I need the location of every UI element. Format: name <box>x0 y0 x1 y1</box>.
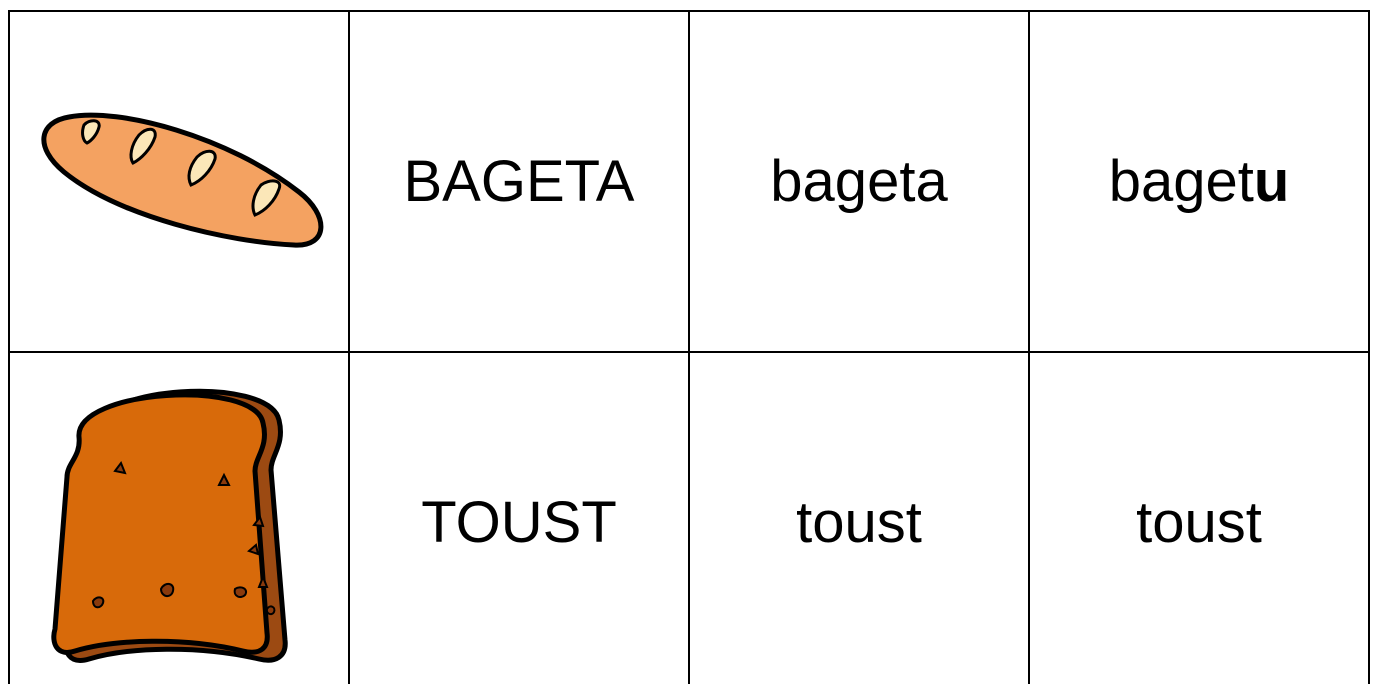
uppercase-word-cell <box>349 11 689 352</box>
picture-cell <box>9 352 349 684</box>
word-form-stem: baget <box>1108 149 1254 214</box>
word-form-cell <box>1029 352 1369 684</box>
lowercase-word: toust <box>796 490 922 555</box>
toast-bread-slice-icon <box>49 375 309 665</box>
baguette-icon <box>29 97 329 267</box>
lowercase-word-cell <box>689 352 1029 684</box>
uppercase-word: BAGETA <box>403 149 635 214</box>
table-row <box>9 11 1369 352</box>
word-form-cell <box>1029 11 1369 352</box>
uppercase-word: TOUST <box>421 490 617 555</box>
word-form-stem: toust <box>1136 490 1262 555</box>
picture-cell <box>9 11 349 352</box>
table-row <box>9 352 1369 684</box>
lowercase-word: bageta <box>770 149 948 214</box>
uppercase-word-cell <box>349 352 689 684</box>
word-form-ending: u <box>1253 149 1290 214</box>
vocabulary-table <box>8 10 1370 684</box>
lowercase-word-cell <box>689 11 1029 352</box>
